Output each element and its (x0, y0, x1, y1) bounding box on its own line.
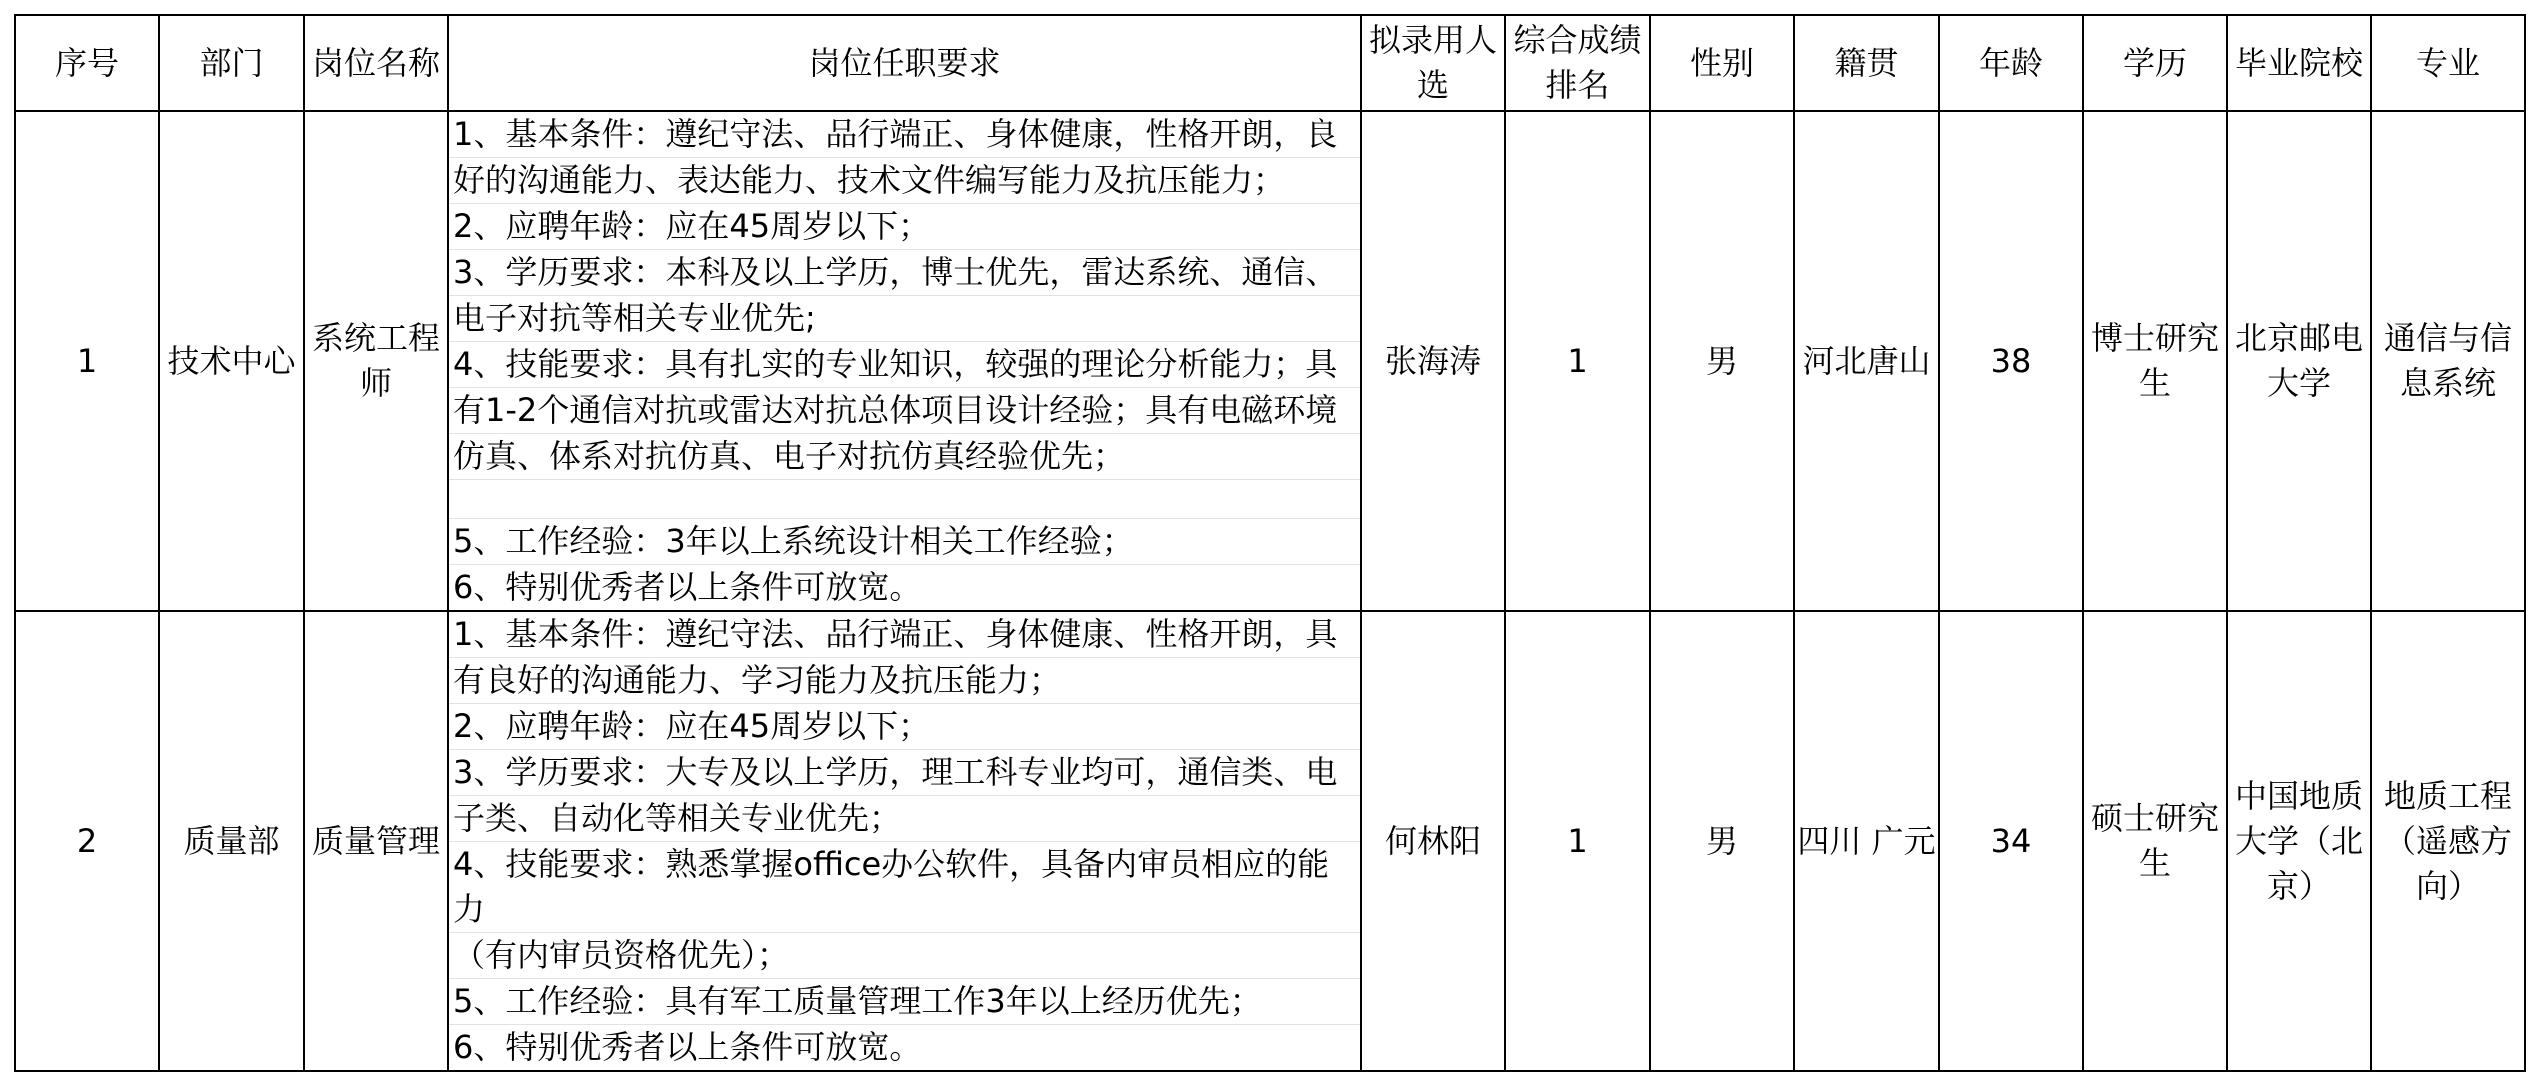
cell-requirements[interactable] (448, 111, 1361, 611)
requirement-line: 3、学历要求：本科及以上学历，博士优先，雷达系统、通信、 (449, 250, 1360, 296)
requirement-line: 4、技能要求：具有扎实的专业知识，较强的理论分析能力；具 (449, 342, 1360, 388)
cell-major[interactable]: 地质工程（遥感方向） (2371, 611, 2525, 1071)
requirement-line: 有1-2个通信对抗或雷达对抗总体项目设计经验；具有电磁环境 (449, 388, 1360, 434)
cell-dept[interactable]: 技术中心 (159, 111, 304, 611)
requirement-line: 电子对抗等相关专业优先; (449, 296, 1360, 342)
requirement-line: 2、应聘年龄：应在45周岁以下； (449, 704, 1360, 750)
header-school[interactable]: 毕业院校 (2227, 15, 2371, 111)
header-row (15, 15, 2525, 111)
table-row (15, 111, 2525, 611)
header-major[interactable]: 专业 (2371, 15, 2525, 111)
requirement-line: 5、工作经验：具有军工质量管理工作3年以上经历优先； (449, 979, 1360, 1025)
spreadsheet-sheet (14, 14, 2524, 1066)
requirement-line: 6、特别优秀者以上条件可放宽。 (453, 1028, 922, 1066)
requirement-line: 6、特别优秀者以上条件可放宽。 (453, 568, 922, 606)
header-candidate[interactable]: 拟录用人选 (1361, 15, 1505, 111)
header-age[interactable]: 年龄 (1939, 15, 2083, 111)
cell-candidate[interactable]: 何林阳 (1361, 611, 1505, 1071)
requirement-line: 有良好的沟通能力、学习能力及抗压能力； (449, 658, 1360, 704)
cell-seq[interactable]: 2 (15, 611, 159, 1071)
cell-education[interactable]: 硕士研究生 (2083, 611, 2227, 1071)
requirement-line: 4、技能要求：熟悉掌握office办公软件，具备内审员相应的能力 (449, 842, 1360, 933)
requirement-line: （有内审员资格优先）； (449, 933, 1360, 979)
cell-age[interactable]: 38 (1939, 111, 2083, 611)
cell-school[interactable]: 北京邮电大学 (2227, 111, 2371, 611)
cell-candidate[interactable]: 张海涛 (1361, 111, 1505, 611)
header-seq[interactable]: 序号 (15, 15, 159, 111)
cell-position[interactable]: 系统工程师 (304, 111, 448, 611)
requirement-line: 子类、自动化等相关专业优先； (449, 796, 1360, 842)
requirement-line: 1、基本条件：遵纪守法、品行端正、身体健康、性格开朗，具 (449, 612, 1360, 658)
cell-seq[interactable]: 1 (15, 111, 159, 611)
header-rank[interactable]: 综合成绩排名 (1505, 15, 1650, 111)
header-education[interactable]: 学历 (2083, 15, 2227, 111)
requirement-line: 好的沟通能力、表达能力、技术文件编写能力及抗压能力； (449, 158, 1360, 204)
header-gender[interactable]: 性别 (1650, 15, 1794, 111)
requirement-line: 2、应聘年龄：应在45周岁以下； (449, 204, 1360, 250)
requirement-line: 仿真、体系对抗仿真、电子对抗仿真经验优先； (449, 434, 1360, 480)
recruitment-table (14, 14, 2526, 1072)
cell-rank[interactable]: 1 (1505, 611, 1650, 1071)
cell-origin[interactable]: 河北唐山 (1794, 111, 1939, 611)
requirement-line: 3、学历要求：大专及以上学历，理工科专业均可，通信类、电 (449, 750, 1360, 796)
requirement-line: 5、工作经验：3年以上系统设计相关工作经验； (449, 518, 1360, 565)
header-requirements[interactable]: 岗位任职要求 (448, 15, 1361, 111)
header-position[interactable]: 岗位名称 (304, 15, 448, 111)
cell-requirements[interactable] (448, 611, 1361, 1071)
header-origin[interactable]: 籍贯 (1794, 15, 1939, 111)
cell-origin[interactable]: 四川 广元 (1794, 611, 1939, 1071)
cell-dept[interactable]: 质量部 (159, 611, 304, 1071)
cell-age[interactable]: 34 (1939, 611, 2083, 1071)
cell-gender[interactable]: 男 (1650, 111, 1794, 611)
cell-gender[interactable]: 男 (1650, 611, 1794, 1071)
cell-rank[interactable]: 1 (1505, 111, 1650, 611)
header-dept[interactable]: 部门 (159, 15, 304, 111)
requirement-line: 1、基本条件：遵纪守法、品行端正、身体健康，性格开朗，良 (449, 112, 1360, 158)
cell-position[interactable]: 质量管理 (304, 611, 448, 1071)
cell-major[interactable]: 通信与信息系统 (2371, 111, 2525, 611)
table-row (15, 611, 2525, 1071)
cell-education[interactable]: 博士研究生 (2083, 111, 2227, 611)
cell-school[interactable]: 中国地质大学（北京） (2227, 611, 2371, 1071)
